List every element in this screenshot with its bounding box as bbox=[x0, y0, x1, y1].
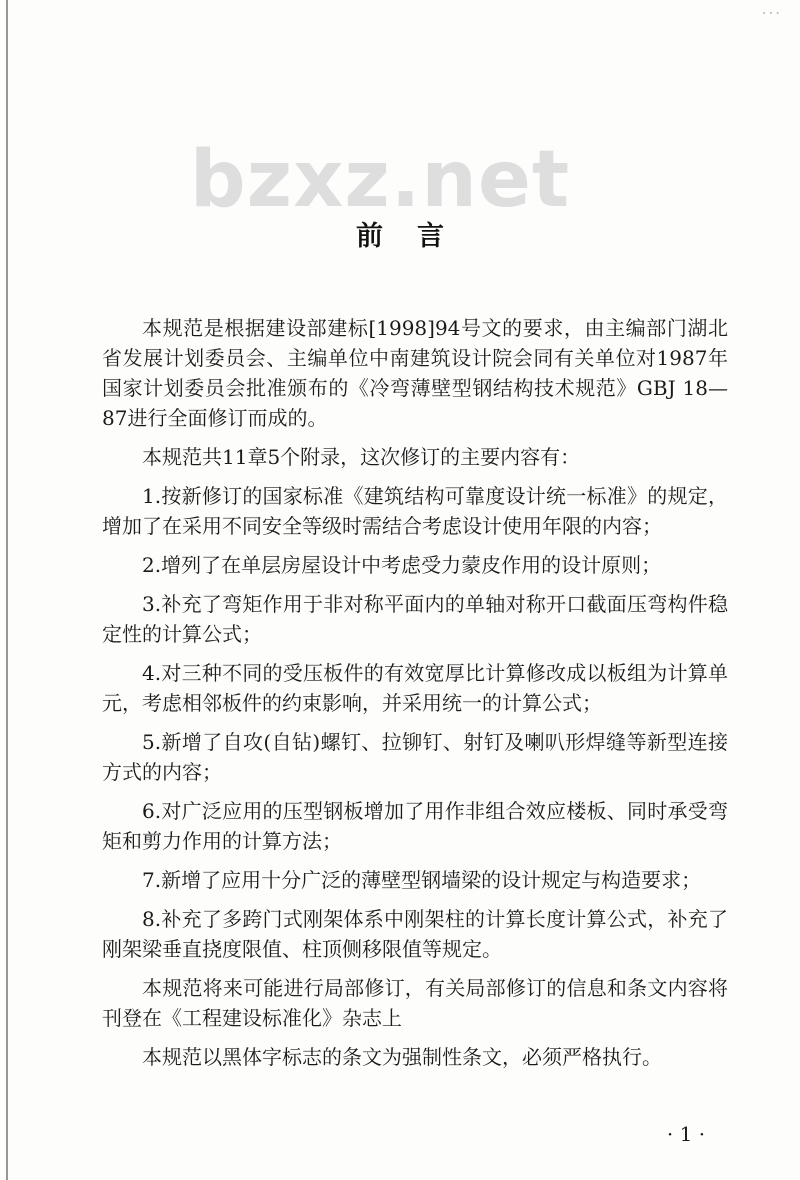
watermark-logo: bzxz.net bbox=[189, 135, 571, 225]
list-item: 8.补充了多跨门式刚架体系中刚架柱的计算长度计算公式，补充了刚架梁垂直挠度限值、柱顶侧移限值等规定。 bbox=[102, 907, 728, 961]
paragraph: 本规范将来可能进行局部修订，有关局部修订的信息和条文内容将刊登在《工程建设标准化》杂志上 bbox=[102, 976, 728, 1030]
page-number: · 1 · bbox=[666, 1122, 706, 1146]
list-item: 1.按新修订的国家标准《建筑结构可靠度设计统一标准》的规定，增加了在采用不同安全等级时需结合考虑设计使用年限的内容； bbox=[102, 484, 728, 538]
running-header-fragment: ... bbox=[761, 0, 782, 18]
list-item: 2.增列了在单层房屋设计中考虑受力蒙皮作用的设计原则； bbox=[142, 553, 662, 577]
page-title: 前言 bbox=[356, 221, 478, 252]
list-item: 6.对广泛应用的压型钢板增加了用作非组合效应楼板、同时承受弯矩和剪力作用的计算方法； bbox=[102, 799, 728, 853]
paragraph: 本规范以黑体字标志的条文为强制性条文，必须严格执行。 bbox=[142, 1045, 662, 1069]
list-item: 5.新增了自攻(自钻)螺钉、拉铆钉、射钉及喇叭形焊缝等新型连接方式的内容； bbox=[102, 730, 728, 784]
list-item: 3.补充了弯矩作用于非对称平面内的单轴对称开口截面压弯构件稳定性的计算公式； bbox=[102, 592, 728, 646]
paragraph: 本规范共11章5个附录，这次修订的主要内容有： bbox=[142, 445, 581, 469]
list-item: 4.对三种不同的受压板件的有效宽厚比计算修改成以板组为计算单元，考虑相邻板件的约束影响，并采用统一的计算公式； bbox=[102, 661, 728, 715]
list-item: 7.新增了应用十分广泛的薄壁型钢墙梁的设计规定与构造要求； bbox=[142, 868, 702, 892]
paragraph: 本规范是根据建设部建标[1998]94号文的要求，由主编部门湖北省发展计划委员会、主编单位中南建筑设计院会同有关单位对1987年国家计划委员会批准颁布的《冷弯薄壁型钢结构技术规范》GBJ 18—87进行全面修订而成的。 bbox=[102, 316, 728, 430]
preface-body bbox=[102, 313, 728, 1081]
